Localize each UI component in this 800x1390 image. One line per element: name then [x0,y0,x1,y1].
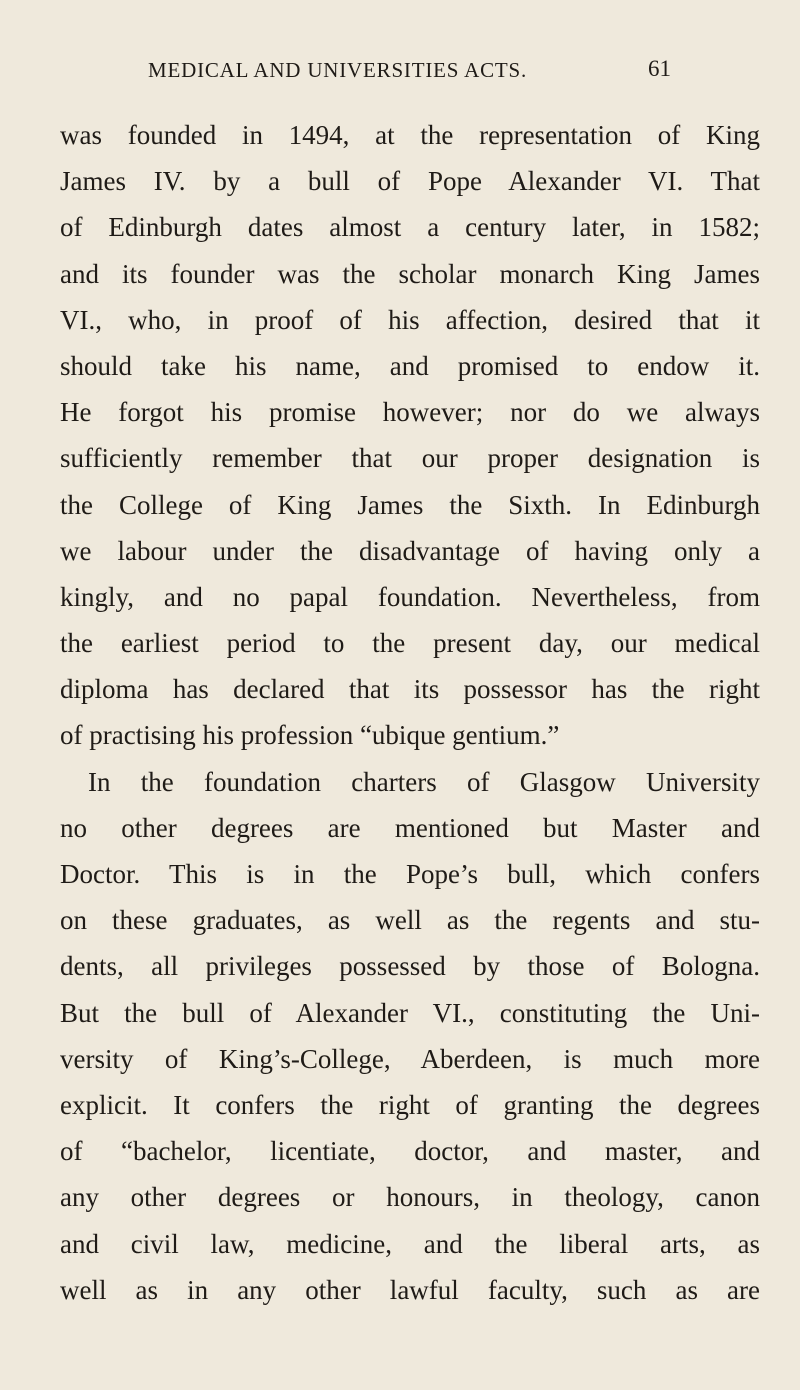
text-line-13: diploma has declared that its possessor has the right [60,674,760,705]
text-line-11: kingly, and no papal foundation. Nevertheless, from [60,581,760,612]
page-number: 61 [648,56,671,81]
text-line-9: the College of King James the Sixth. In Edinburgh [60,489,760,520]
body-text [60,112,760,1313]
text-line-3: of Edinburgh dates almost a century later, in 1582; [60,212,760,243]
text-line-20: But the bull of Alexander VI., constituting the Uni- [60,997,760,1028]
text-line-15: In the foundation charters of Glasgow University [88,766,760,797]
text-line-22: explicit. It confers the right of granting the degrees [60,1089,760,1120]
text-line-19: dents, all privileges possessed by those of Bologna. [60,951,760,982]
text-line-14: of practising his profession “ubique gentium.” [60,720,560,751]
text-line-23: of “bachelor, licentiate, doctor, and master, and [60,1136,760,1167]
text-line-7: He forgot his promise however; nor do we always [60,397,760,428]
text-line-2: James IV. by a bull of Pope Alexander VI. That [60,166,760,197]
text-line-21: versity of King’s-College, Aberdeen, is much more [60,1043,760,1074]
text-line-5: VI., who, in proof of his affection, desired that it [60,304,760,335]
text-line-6: should take his name, and promised to endow it. [60,350,760,381]
text-line-10: we labour under the disadvantage of having only a [60,535,760,566]
text-line-25: and civil law, medicine, and the liberal arts, as [60,1228,760,1259]
text-line-1: was founded in 1494, at the representation of King [60,120,760,150]
text-line-26: well as in any other lawful faculty, such as are [60,1274,760,1305]
text-line-4: and its founder was the scholar monarch King James [60,258,760,289]
text-line-8: sufficiently remember that our proper designation is [60,443,760,474]
text-line-24: any other degrees or honours, in theology, canon [60,1182,760,1213]
text-line-18: on these graduates, as well as the regents and stu- [60,905,760,936]
text-line-17: Doctor. This is in the Pope’s bull, which confers [60,859,760,889]
running-head: MEDICAL AND UNIVERSITIES ACTS. [148,58,528,82]
text-line-16: no other degrees are mentioned but Master and [60,812,760,843]
text-line-12: the earliest period to the present day, our medical [60,628,760,659]
